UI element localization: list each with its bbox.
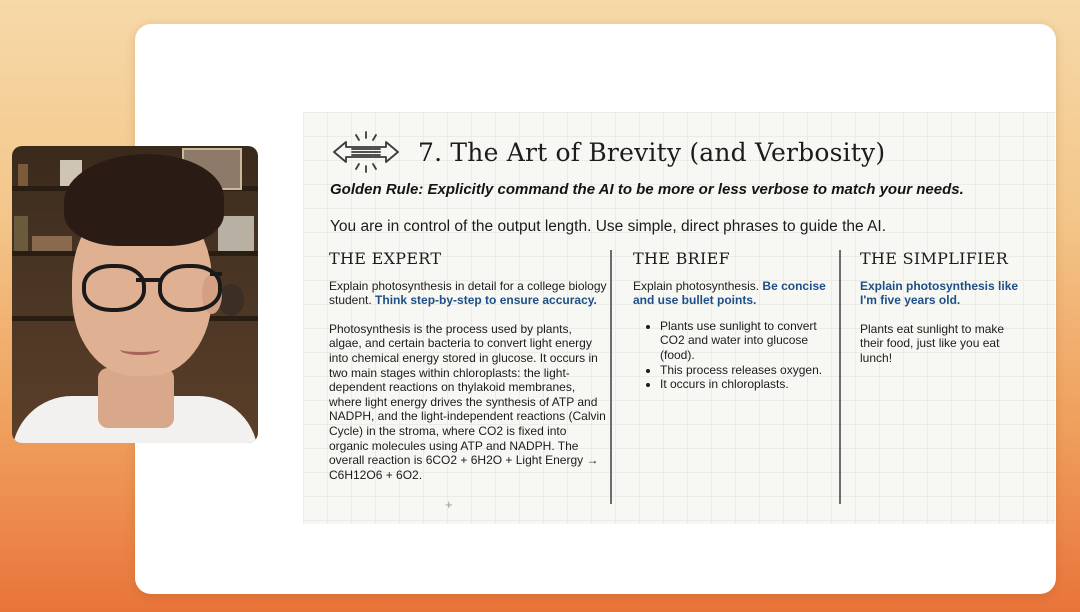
- column-expert: [329, 249, 607, 482]
- webcam-overlay: [12, 146, 258, 443]
- shelf-item: [32, 236, 72, 251]
- list-item: • It occurs in chloroplasts.: [660, 377, 831, 392]
- person-mouth: [120, 344, 160, 355]
- slide: [303, 112, 1055, 524]
- shelf-item: [18, 164, 28, 186]
- shelf-item: [14, 216, 28, 251]
- slide-title: 7. The Art of Brevity (and Verbosity): [418, 137, 886, 167]
- mouse-cursor-icon: +: [445, 497, 453, 512]
- column-heading-brief: THE BRIEF: [633, 249, 730, 268]
- column-heading-simplifier: THE SIMPLIFIER: [860, 249, 1009, 268]
- expert-prompt: [329, 279, 607, 308]
- column-brief: [633, 249, 831, 392]
- brief-prompt-plain: Explain photosynthesis.: [633, 278, 763, 293]
- simplifier-response: Plants eat sunlight to make their food, just like you eat lunch!: [860, 321, 1005, 365]
- column-heading-expert: THE EXPERT: [329, 249, 442, 268]
- person-hair: [64, 154, 224, 246]
- list-item: • This process releases oxygen.: [660, 363, 831, 378]
- column-divider: [839, 250, 841, 504]
- intro-text: You are in control of the output length. Use simple, direct phrases to guide the AI.: [330, 218, 887, 235]
- glasses-lens-left: [82, 264, 146, 312]
- shelf-item: [218, 216, 254, 251]
- brief-prompt-highlight: Be concise and use bullet points.: [633, 278, 826, 308]
- bidirectional-arrow-icon: [330, 130, 402, 174]
- glasses-temple: [210, 272, 222, 276]
- column-simplifier: [860, 249, 1030, 366]
- column-divider: [610, 250, 612, 504]
- expert-prompt-highlight: Think step-by-step to ensure accuracy.: [375, 293, 597, 308]
- glasses-bridge: [136, 278, 162, 282]
- simplifier-prompt-highlight: Explain photosynthesis like I'm five years old.: [860, 278, 1019, 308]
- expert-prompt-plain: Explain photosynthesis in detail for a college biology student.: [329, 278, 607, 308]
- person-neck: [98, 368, 174, 428]
- slide-title-row: [330, 130, 885, 174]
- brief-prompt: [633, 279, 831, 308]
- golden-rule: Golden Rule: Explicitly command the AI to be more or less verbose to match your needs.: [330, 181, 964, 198]
- brief-bullet-list: [633, 319, 831, 392]
- list-item: • Plants use sunlight to convert CO2 and water into glucose (food).: [660, 319, 831, 363]
- expert-response: Photosynthesis is the process used by plants, algae, and certain bacteria to convert light energy into chemical energy stored in glucose. It occurs in two main stages within chloroplasts: the light-dependent reactions on thylakoid membranes, where light energy drives the synthesis of ATP and NADPH, and the light-independent reactions (Calvin Cycle) in the stroma, where CO2 is fixed into organic molecules using ATP and NADPH. The overall reaction is 6CO2 + 6H2O + Light Energy → C6H12O6 + 6O2.: [329, 321, 606, 482]
